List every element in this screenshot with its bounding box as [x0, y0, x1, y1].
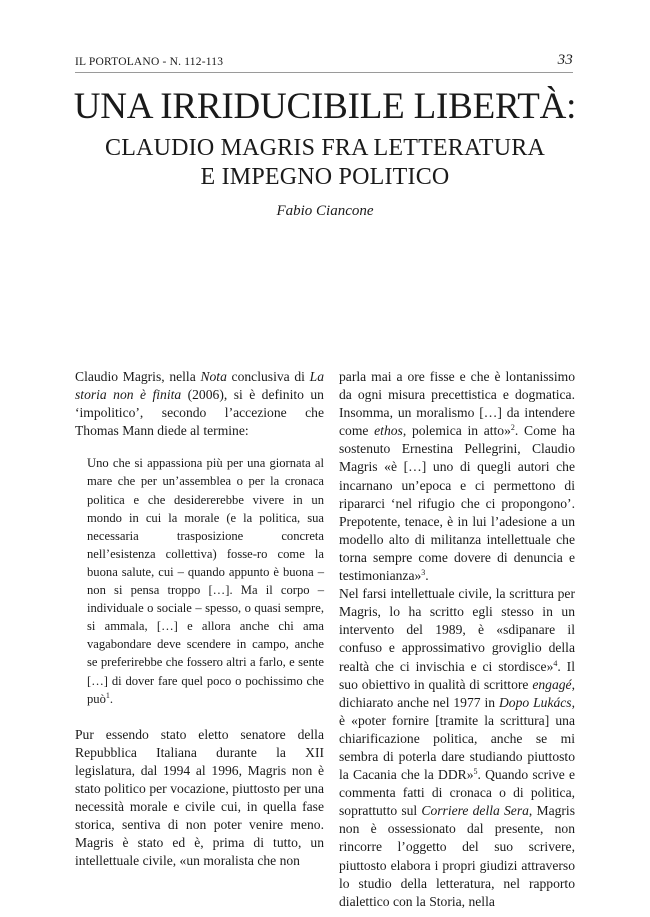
- italic-nota: Nota: [200, 369, 227, 384]
- text-run: . Come ha sostenuto Ernestina Pellegrini, Claudio Magris «è […] uno di quegli autori che incarnano un’epoca e ci permettono di ripararci ‘nel rifugio che ci propongono’. Prepotente, tenace, è in lui l’adesione a un modello alto di militanza intellettuale che torna sempre come dovere di denuncia e testimonianza»: [339, 423, 575, 584]
- body-paragraph: Pur essendo stato eletto senatore della Repubblica Italiana durante la XII legislatura, dal 1994 al 1996, Magris non è stato politico per vocazione, piuttosto per una necessità morale e civile cui, in quella fase storica, sentiva di non poter venire meno. Magris è stato ed è, prima di tutto, un intellettuale civile, «un moralista che non: [75, 726, 324, 869]
- newspaper-title: Corriere della Sera: [421, 803, 529, 819]
- text-run: , dichiarato anche nel 1977 in: [339, 676, 575, 710]
- text-run: . Quando scrive e commenta fatti di cronaca o di politica, soprattutto sul: [339, 767, 576, 819]
- footnote-ref-5: 5: [473, 767, 478, 777]
- text-run: Claudio Magris, nella: [75, 369, 201, 384]
- journal-issue: IL PORTOLANO - N. 112-113: [75, 56, 224, 68]
- running-header: [75, 52, 573, 73]
- body-paragraph-continued: [339, 368, 575, 585]
- footnote-ref-1: 1: [105, 690, 110, 700]
- text-run: Nel farsi intellettuale civile, la scrittura per Magris, lo ha scritto egli stesso in un intervento del 1989, è «sdipanare il confuso e approssimativo groviglio della realtà che ci invischia e ci stordisce»: [339, 586, 575, 674]
- article-title: UNA IRRIDUCIBILE LIBERTÀ:: [73, 86, 577, 127]
- italic-ethos: ethos: [374, 423, 403, 439]
- footnote-ref-4: 4: [553, 658, 558, 668]
- body-paragraph: [339, 585, 575, 911]
- article-heading: [40, 86, 610, 220]
- quote-text: Uno che si appassiona più per una giornata al mare che per un’assemblea o per la cronaca politica e che desidererebbe vivere in un mondo in cui la morale (e la politica, sua necessaria trasposizione concreta nell’esistenza collettiva) fosse-ro come la buona salute, cui – quando appunto è buona – non si pensa troppo […]. Ma il corpo – individuale o sociale – spesso, o quasi sempre, si ammala, […] e allora anche chi ama vagabondare deve scendere in campo, anche se preferirebbe che fossero altri a farlo, e sente […] di dover fare quel poco o pochissimo che può: [87, 456, 324, 706]
- left-column: [75, 368, 324, 870]
- text-run: , è «poter fornire [tramite la scrittura] una chiarificazione politica, anche se mi sembra di poterla dare studiando piuttosto la Cacania che la DDR»: [339, 694, 576, 783]
- text-run: .: [425, 568, 429, 584]
- book-title: Dopo Lukács: [498, 694, 572, 710]
- text-run: (2006), si è definito un ‘impolitico’, secondo l’accezione che Thomas Mann diede al termine:: [75, 387, 324, 439]
- article-subtitle: [40, 134, 610, 192]
- page-number: 33: [557, 52, 573, 68]
- subtitle-line-1: CLAUDIO MAGRIS FRA LETTERATURA: [104, 135, 545, 161]
- text-run: , polemica in atto»: [402, 423, 511, 439]
- text-run: parla mai a ore fisse e che è lontanissimo da ogni misura precettistica e dogmatica. Insomma, un moralismo […] da intendere come: [339, 369, 575, 439]
- italic-engage: engagé: [532, 676, 572, 692]
- text-run: , Magris non è ossessionato dal presente, non rincorre l’oggetto del suo scrivere, piuttosto elabora i propri giudizi attraverso lo studio della letteratura, nel rapporto dialettico con la Storia, nella: [339, 803, 575, 909]
- footnote-ref-3: 3: [421, 568, 426, 578]
- block-quote: Uno che si appassiona più per una giornata al mare che per un’assemblea o per la cronaca politica e che desidererebbe vivere in un mondo in cui la morale (e la politica, sua necessaria trasposizione concreta nell’esistenza collettiva) fosse-ro come la buona salute, cui – quando appunto è buona – non si pensa troppo […]. Ma il corpo – individuale o sociale – spesso, o quasi sempre, si ammala, […] e allora anche chi ama vagabondare deve scendere in campo, anche se preferirebbe che fossero altri a farlo, e sente […] di dover fare quel poco o pochissimo che può$^1$.: [87, 456, 324, 706]
- text-run: . Il suo obiettivo in qualità di scrittore: [339, 658, 575, 692]
- book-title: La storia non è finita: [75, 369, 324, 403]
- text-run: conclusiva di: [226, 369, 310, 384]
- footnote-ref-2: 2: [510, 423, 515, 433]
- right-column: [339, 368, 575, 911]
- intro-paragraph: [75, 368, 324, 440]
- article-author: Fabio Ciancone: [276, 203, 374, 219]
- subtitle-line-2: E IMPEGNO POLITICO: [200, 164, 450, 190]
